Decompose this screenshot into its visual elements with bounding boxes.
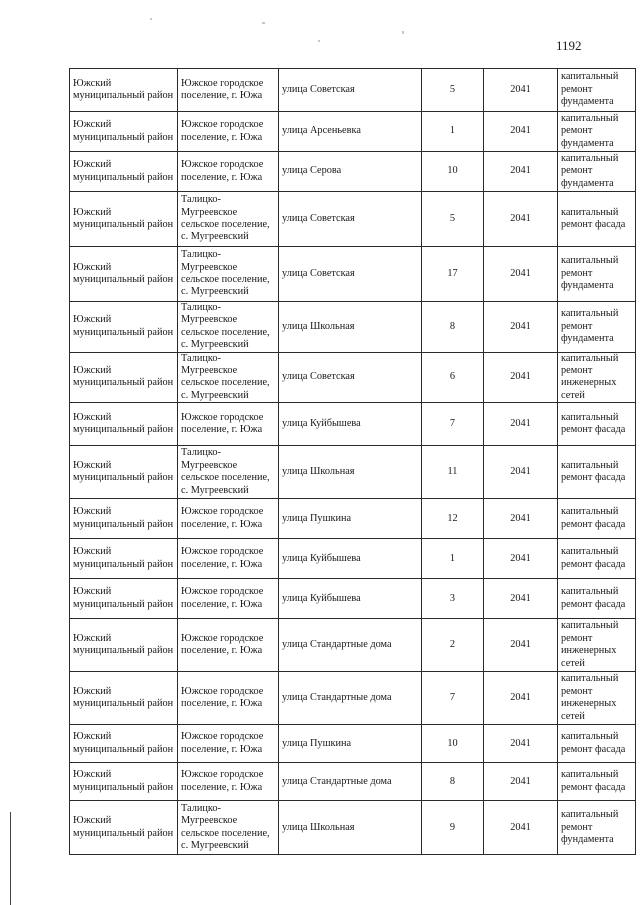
- settlement-cell: Талицко-Мугреевское сельское поселение, с. Мугреевский: [178, 302, 279, 353]
- house-number-cell: 10: [422, 152, 484, 192]
- year-cell: 2041: [484, 69, 558, 112]
- district-cell: Южский муниципальный район: [70, 619, 178, 672]
- house-number-cell: 10: [422, 725, 484, 763]
- work-type-cell: капитальный ремонт инженерных сетей: [558, 352, 636, 403]
- table-row: [70, 247, 636, 302]
- scan-noise: [402, 31, 404, 34]
- house-number-cell: 2: [422, 619, 484, 672]
- district-cell: Южский муниципальный район: [70, 446, 178, 499]
- table-row: [70, 352, 636, 403]
- house-number-cell: 7: [422, 403, 484, 446]
- table-row: [70, 446, 636, 499]
- district-cell: Южский муниципальный район: [70, 152, 178, 192]
- year-cell: 2041: [484, 302, 558, 353]
- page-number: 1192: [556, 38, 582, 53]
- street-cell: улица Пушкина: [279, 725, 422, 763]
- table-row: [70, 672, 636, 725]
- work-type-cell: капитальный ремонт фундамента: [558, 152, 636, 192]
- settlement-cell: Южское городское поселение, г. Южа: [178, 152, 279, 192]
- table-row: [70, 725, 636, 763]
- year-cell: 2041: [484, 725, 558, 763]
- table-row: [70, 801, 636, 855]
- street-cell: улица Советская: [279, 247, 422, 302]
- year-cell: 2041: [484, 352, 558, 403]
- street-cell: улица Стандартные дома: [279, 763, 422, 801]
- year-cell: 2041: [484, 192, 558, 247]
- registry-table: [69, 68, 636, 855]
- settlement-cell: Талицко-Мугреевское сельское поселение, с. Мугреевский: [178, 352, 279, 403]
- district-cell: Южский муниципальный район: [70, 539, 178, 579]
- table-row: [70, 152, 636, 192]
- table-row: [70, 302, 636, 353]
- district-cell: Южский муниципальный район: [70, 499, 178, 539]
- settlement-cell: Южское городское поселение, г. Южа: [178, 403, 279, 446]
- street-cell: улица Куйбышева: [279, 579, 422, 619]
- street-cell: улица Куйбышева: [279, 539, 422, 579]
- year-cell: 2041: [484, 672, 558, 725]
- district-cell: Южский муниципальный район: [70, 725, 178, 763]
- house-number-cell: 6: [422, 352, 484, 403]
- house-number-cell: 9: [422, 801, 484, 855]
- table-row: [70, 112, 636, 152]
- house-number-cell: 5: [422, 69, 484, 112]
- settlement-cell: Южское городское поселение, г. Южа: [178, 112, 279, 152]
- work-type-cell: капитальный ремонт инженерных сетей: [558, 672, 636, 725]
- scan-noise: [262, 22, 265, 24]
- district-cell: Южский муниципальный район: [70, 403, 178, 446]
- work-type-cell: капитальный ремонт фундамента: [558, 801, 636, 855]
- scan-noise: [150, 18, 152, 20]
- table-row: [70, 69, 636, 112]
- table-row: [70, 619, 636, 672]
- work-type-cell: капитальный ремонт фасада: [558, 192, 636, 247]
- table-row: [70, 403, 636, 446]
- work-type-cell: капитальный ремонт инженерных сетей: [558, 619, 636, 672]
- scan-margin-line: [10, 812, 11, 905]
- street-cell: улица Советская: [279, 352, 422, 403]
- year-cell: 2041: [484, 539, 558, 579]
- year-cell: 2041: [484, 112, 558, 152]
- year-cell: 2041: [484, 579, 558, 619]
- street-cell: улица Советская: [279, 69, 422, 112]
- year-cell: 2041: [484, 801, 558, 855]
- scan-noise: [318, 40, 320, 42]
- settlement-cell: Южское городское поселение, г. Южа: [178, 579, 279, 619]
- settlement-cell: Южское городское поселение, г. Южа: [178, 499, 279, 539]
- house-number-cell: 8: [422, 302, 484, 353]
- district-cell: Южский муниципальный район: [70, 672, 178, 725]
- settlement-cell: Южское городское поселение, г. Южа: [178, 539, 279, 579]
- work-type-cell: капитальный ремонт фасада: [558, 446, 636, 499]
- work-type-cell: капитальный ремонт фасада: [558, 539, 636, 579]
- district-cell: Южский муниципальный район: [70, 302, 178, 353]
- settlement-cell: Южское городское поселение, г. Южа: [178, 619, 279, 672]
- street-cell: улица Советская: [279, 192, 422, 247]
- work-type-cell: капитальный ремонт фундамента: [558, 247, 636, 302]
- street-cell: улица Стандартные дома: [279, 619, 422, 672]
- table-row: [70, 763, 636, 801]
- street-cell: улица Серова: [279, 152, 422, 192]
- work-type-cell: капитальный ремонт фундамента: [558, 302, 636, 353]
- house-number-cell: 8: [422, 763, 484, 801]
- year-cell: 2041: [484, 152, 558, 192]
- work-type-cell: капитальный ремонт фундамента: [558, 69, 636, 112]
- street-cell: улица Школьная: [279, 446, 422, 499]
- work-type-cell: капитальный ремонт фасада: [558, 579, 636, 619]
- work-type-cell: капитальный ремонт фасада: [558, 763, 636, 801]
- street-cell: улица Школьная: [279, 801, 422, 855]
- district-cell: Южский муниципальный район: [70, 192, 178, 247]
- house-number-cell: 12: [422, 499, 484, 539]
- street-cell: улица Школьная: [279, 302, 422, 353]
- district-cell: Южский муниципальный район: [70, 112, 178, 152]
- street-cell: улица Арсеньевка: [279, 112, 422, 152]
- work-type-cell: капитальный ремонт фасада: [558, 499, 636, 539]
- table-row: [70, 499, 636, 539]
- year-cell: 2041: [484, 403, 558, 446]
- settlement-cell: Талицко-Мугреевское сельское поселение, с. Мугреевский: [178, 446, 279, 499]
- settlement-cell: Талицко-Мугреевское сельское поселение, с. Мугреевский: [178, 247, 279, 302]
- district-cell: Южский муниципальный район: [70, 801, 178, 855]
- year-cell: 2041: [484, 619, 558, 672]
- settlement-cell: Южское городское поселение, г. Южа: [178, 725, 279, 763]
- street-cell: улица Стандартные дома: [279, 672, 422, 725]
- house-number-cell: 1: [422, 539, 484, 579]
- table-row: [70, 192, 636, 247]
- house-number-cell: 1: [422, 112, 484, 152]
- year-cell: 2041: [484, 247, 558, 302]
- house-number-cell: 7: [422, 672, 484, 725]
- settlement-cell: Южское городское поселение, г. Южа: [178, 672, 279, 725]
- table-row: [70, 579, 636, 619]
- settlement-cell: Южское городское поселение, г. Южа: [178, 763, 279, 801]
- settlement-cell: Талицко-Мугреевское сельское поселение, с. Мугреевский: [178, 801, 279, 855]
- street-cell: улица Куйбышева: [279, 403, 422, 446]
- work-type-cell: капитальный ремонт фасада: [558, 725, 636, 763]
- district-cell: Южский муниципальный район: [70, 352, 178, 403]
- work-type-cell: капитальный ремонт фундамента: [558, 112, 636, 152]
- house-number-cell: 11: [422, 446, 484, 499]
- year-cell: 2041: [484, 763, 558, 801]
- year-cell: 2041: [484, 499, 558, 539]
- year-cell: 2041: [484, 446, 558, 499]
- house-number-cell: 17: [422, 247, 484, 302]
- house-number-cell: 3: [422, 579, 484, 619]
- district-cell: Южский муниципальный район: [70, 763, 178, 801]
- table-row: [70, 539, 636, 579]
- district-cell: Южский муниципальный район: [70, 579, 178, 619]
- settlement-cell: Талицко-Мугреевское сельское поселение, с. Мугреевский: [178, 192, 279, 247]
- work-type-cell: капитальный ремонт фасада: [558, 403, 636, 446]
- district-cell: Южский муниципальный район: [70, 247, 178, 302]
- settlement-cell: Южское городское поселение, г. Южа: [178, 69, 279, 112]
- district-cell: Южский муниципальный район: [70, 69, 178, 112]
- street-cell: улица Пушкина: [279, 499, 422, 539]
- house-number-cell: 5: [422, 192, 484, 247]
- registry-table-body: [70, 69, 636, 855]
